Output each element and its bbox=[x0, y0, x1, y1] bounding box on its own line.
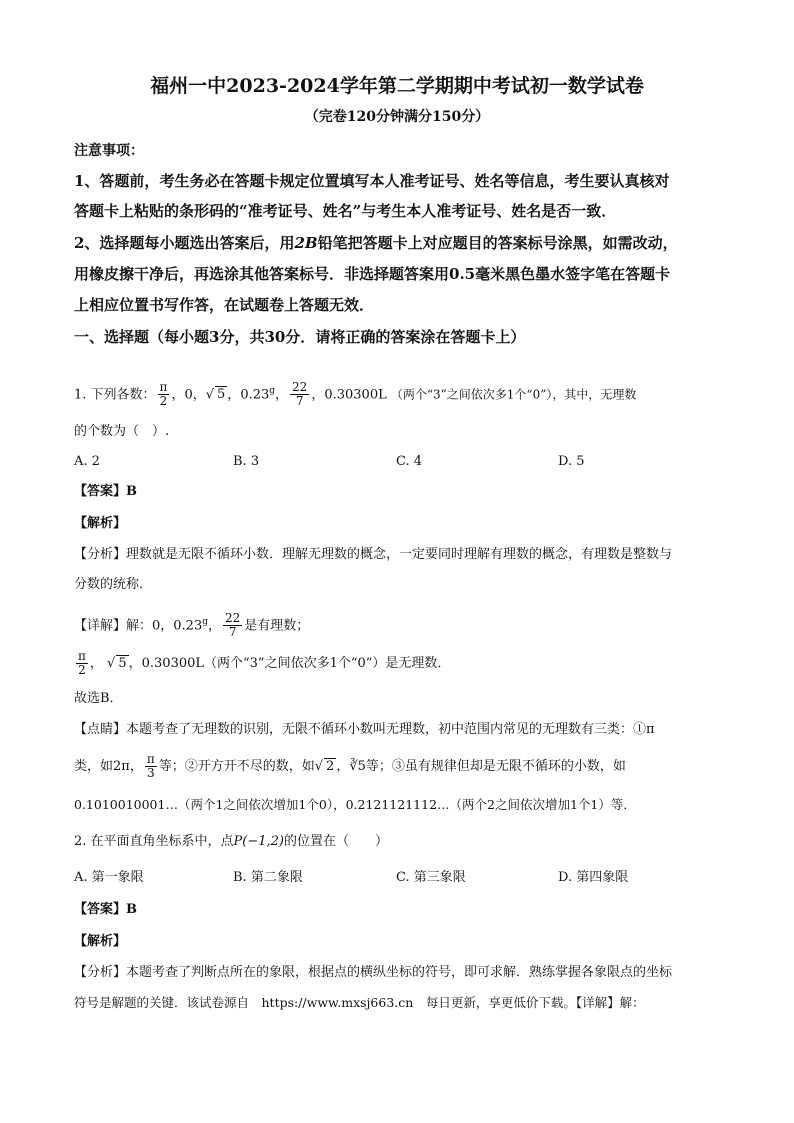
notice-item1-line2: 答题卡上粘贴的条形码的“准考证号、姓名”与考生本人准考证号、姓名是否一致． bbox=[74, 202, 617, 220]
q1-comma: ， bbox=[227, 387, 241, 403]
q2-stem-b: 的位置在（ ） bbox=[284, 834, 389, 849]
q1-comment-fraction-pi-3 bbox=[145, 753, 157, 780]
q1-choose: 故选B． bbox=[74, 691, 123, 706]
q1-comment-line3: 0.1010010001…（两个1之间依次增加1个0），0.2121121112…（两个2之间依次增加1个1）等． bbox=[74, 797, 636, 812]
notice-item2-line3: 上相应位置书写作答，在试题卷上答题无效． bbox=[74, 296, 375, 314]
q2-answer: 【答案】B bbox=[74, 902, 137, 917]
notice-item2-line2: 用橡皮擦干净后，再选涂其他答案标号．非选择题答案用0.5毫米黑色墨水签字笔在答题卡 bbox=[74, 265, 671, 283]
page-subtitle: （完卷120分钟满分150分） bbox=[304, 109, 490, 125]
q1-comment-sqrt-symbol: √ bbox=[314, 759, 324, 774]
frac-num: π bbox=[78, 649, 86, 663]
frac-den: 3 bbox=[146, 766, 155, 780]
frac-num: π bbox=[146, 752, 155, 766]
q1-option-c: C. 4 bbox=[396, 454, 423, 469]
q2-option-c: C. 第三象限 bbox=[396, 870, 466, 885]
q1-detail-repeating-dot: g bbox=[202, 617, 208, 627]
q1-irr-sqrt5: 5 bbox=[118, 656, 127, 671]
q1-prefix: 1. 下列各数： bbox=[74, 387, 156, 403]
q1-stem-line2: 的个数为（ ）. bbox=[74, 424, 170, 439]
q1-comment-line2 bbox=[74, 748, 626, 786]
q2-analysis-line2: 符号是解题的关键．该试卷源自 https://www.mxsj663.cn 每日更新，享更低价下载。【详解】解： bbox=[74, 995, 645, 1010]
q2-analysis-label: 【解析】 bbox=[74, 934, 127, 949]
q1-zero: ，0， bbox=[171, 387, 206, 403]
q1-analysis-label: 【解析】 bbox=[74, 516, 127, 531]
q1-detail-suffix: 是有理数； bbox=[244, 618, 310, 634]
q1-analysis-line2: 分数的统称． bbox=[74, 577, 153, 592]
q2-point: P(−1,2) bbox=[233, 834, 285, 849]
q2-analysis-line1: 【分析】本题考查了判断点所在的象限，根据点的横纵坐标的符号，即可求解．熟练掌握各象限点的坐标 bbox=[74, 965, 673, 980]
notice-item2-text-a: 2、选择题每小题选出答案后，用 bbox=[74, 234, 295, 252]
notice-item2-line1 bbox=[74, 233, 678, 253]
q1-answer: 【答案】B bbox=[74, 484, 137, 499]
q1-sqrt-symbol: √ bbox=[205, 387, 215, 403]
q1-repeating-dot: g bbox=[269, 386, 276, 396]
frac-den: 2 bbox=[159, 394, 168, 409]
q1-option-b: B. 3 bbox=[233, 454, 260, 469]
q1-stem-line1 bbox=[74, 372, 636, 414]
q1-comment-text-b: 等；②开方开不尽的数，如 bbox=[158, 759, 315, 774]
q1-irrational-line bbox=[74, 645, 450, 683]
q1-comma: ， bbox=[311, 387, 325, 403]
q1-detail-fraction-22-7 bbox=[223, 612, 242, 639]
q1-comment-text-c: ，∛5等；③虽有规律但却是无限不循环的小数，如 bbox=[336, 759, 626, 774]
q1-sqrt5: 5 bbox=[217, 387, 226, 403]
page-title: 福州一中2023-2024学年第二学期期中考试初一数学试卷 bbox=[150, 75, 644, 97]
notice-item2-text-c: 铅笔把答题卡上对应题目的答案标号涂黑，如需改动， bbox=[317, 234, 678, 252]
q1-detail-repeating: 0.23 bbox=[173, 618, 203, 634]
q1-irr-sqrt-symbol: √ bbox=[107, 656, 116, 671]
q1-fraction-22-7 bbox=[290, 381, 309, 408]
q1-detail-line bbox=[74, 603, 309, 645]
frac-num: π bbox=[159, 380, 168, 395]
q2-option-a: A. 第一象限 bbox=[74, 870, 144, 885]
q1-comment-sqrt2: 2 bbox=[326, 759, 335, 774]
q2-stem bbox=[74, 832, 388, 852]
q1-comment-line1: 【点睛】本题考查了无理数的识别，无限不循环小数叫无理数，初中范围内常见的无理数有三类：①π bbox=[74, 722, 655, 737]
q1-irr-comma: ， bbox=[89, 656, 103, 671]
q1-comment-text-a: 类，如2π， bbox=[74, 759, 143, 774]
frac-den: 7 bbox=[228, 625, 237, 640]
frac-den: 7 bbox=[295, 394, 304, 409]
q1-option-a: A. 2 bbox=[74, 454, 100, 469]
q1-analysis-line1: 【分析】理数就是无限不循环小数．理解无理数的概念，一定要同时理解有理数的概念，有理数是整数与 bbox=[74, 547, 673, 562]
notice-heading: 注意事项： bbox=[74, 143, 144, 159]
q1-irr-fraction-pi-2 bbox=[76, 650, 88, 677]
q2-option-d: D. 第四象限 bbox=[558, 870, 629, 885]
q2-option-b: B. 第二象限 bbox=[233, 870, 303, 885]
q2-stem-a: 2. 在平面直角坐标系中，点 bbox=[74, 834, 234, 849]
q1-repeating: 0.23 bbox=[240, 387, 270, 403]
q1-detail-prefix: 【详解】解：0， bbox=[74, 618, 174, 634]
q1-comma: ， bbox=[275, 387, 289, 403]
q1-long-number: 0.30300L bbox=[324, 387, 387, 403]
section1-heading: 一、选择题（每小题3分，共30分．请将正确的答案涂在答题卡上） bbox=[74, 328, 526, 346]
notice-item2-pencil: 2B bbox=[294, 234, 318, 252]
q1-stem-tail: （两个“3”之间依次多1个“0”），其中，无理数 bbox=[390, 387, 637, 402]
frac-num: 22 bbox=[225, 611, 241, 626]
notice-item1-line1: 1、答题前，考生务必在答题卡规定位置填写本人准考证号、姓名等信息，考生要认真核对 bbox=[74, 172, 670, 190]
frac-num: 22 bbox=[292, 380, 308, 395]
q1-irr-long: ，0.30300L（两个“3”之间依次多1个“0”）是无理数． bbox=[128, 656, 451, 671]
q1-detail-comma: ， bbox=[208, 618, 222, 634]
frac-den: 2 bbox=[78, 663, 86, 677]
q1-option-d: D. 5 bbox=[558, 454, 585, 469]
q1-fraction-pi-2 bbox=[158, 381, 170, 408]
